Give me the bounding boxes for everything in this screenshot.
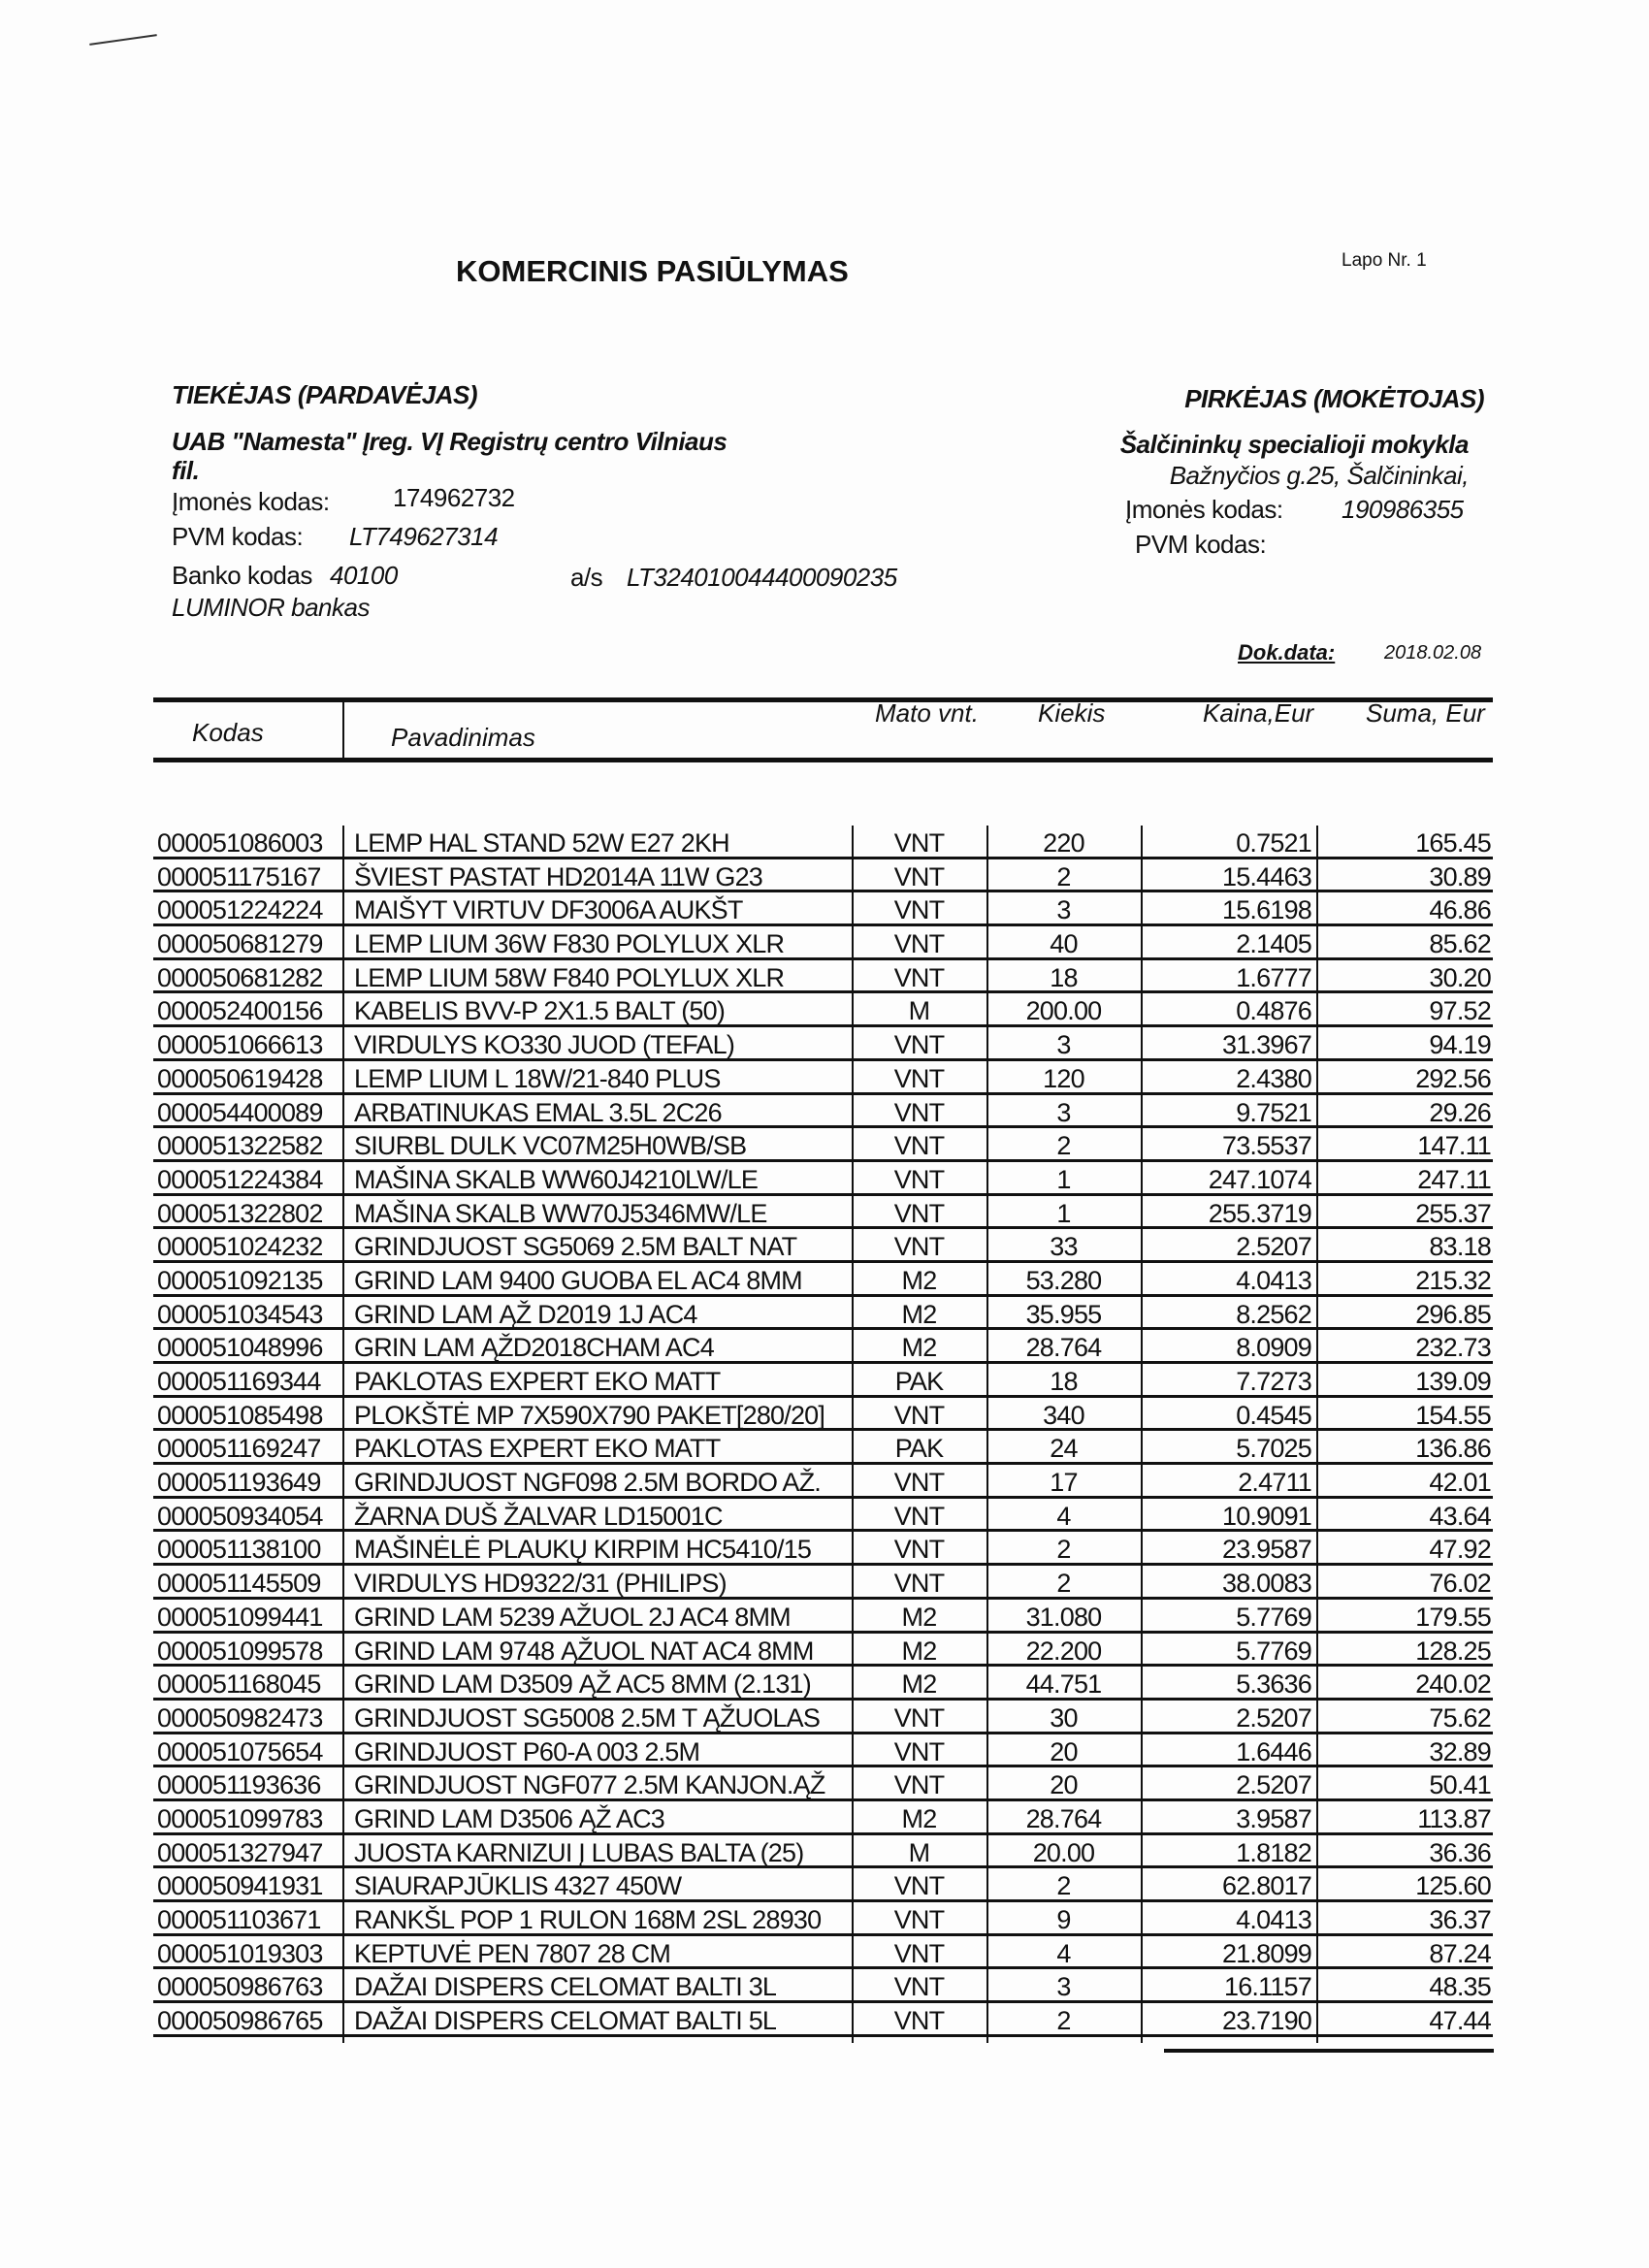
- seller-company-code: 174962732: [393, 483, 515, 512]
- item-code: 000051322582: [157, 1131, 323, 1161]
- col-header-name: Pavadinimas: [391, 723, 535, 752]
- item-quantity: 2: [1056, 2006, 1071, 2036]
- table-row: [153, 1128, 1493, 1162]
- item-price: 7.7273: [1236, 1367, 1311, 1396]
- item-price: 5.3636: [1236, 1669, 1311, 1700]
- item-code: 000051048996: [157, 1333, 323, 1363]
- item-price: 8.0909: [1236, 1333, 1311, 1363]
- item-unit: PAK: [894, 1434, 944, 1464]
- item-code: 000051138100: [157, 1535, 321, 1565]
- item-quantity: 20.00: [1032, 1837, 1095, 1867]
- table-row: [153, 1229, 1493, 1263]
- item-sum: 83.18: [1429, 1232, 1491, 1262]
- buyer-name: Šalčininkų specialioji mokykla: [1119, 430, 1469, 459]
- table-row: [153, 1263, 1493, 1297]
- table-row: [153, 1936, 1493, 1970]
- item-quantity: 28.764: [1025, 1803, 1102, 1833]
- item-name: GRIND LAM 9748 ĄŽUOL NAT AC4 8MM: [354, 1636, 814, 1666]
- table-row: [153, 993, 1493, 1027]
- table-row: [153, 926, 1493, 960]
- item-sum: 87.24: [1429, 1938, 1491, 1968]
- seller-company-code-label: Įmonės kodas:: [172, 487, 330, 516]
- item-code: 000051086003: [157, 828, 323, 858]
- table-row: [153, 1499, 1493, 1533]
- item-quantity: 17: [1050, 1468, 1078, 1498]
- item-price: 3.9587: [1236, 1803, 1311, 1833]
- item-unit: VNT: [893, 1063, 945, 1093]
- item-code: 000054400089: [157, 1097, 323, 1127]
- item-quantity: 9: [1056, 1905, 1071, 1934]
- item-price: 2.4711: [1238, 1468, 1311, 1498]
- item-price: 2.5207: [1236, 1770, 1311, 1800]
- item-sum: 48.35: [1429, 1972, 1491, 2002]
- buyer-address: Bažnyčios g.25, Šalčininkai,: [1169, 461, 1469, 490]
- item-sum: 36.36: [1429, 1837, 1491, 1867]
- item-sum: 139.09: [1415, 1367, 1491, 1396]
- item-sum: 154.55: [1415, 1400, 1491, 1430]
- item-name: GRINDJUOST P60-A 003 2.5M: [354, 1736, 700, 1766]
- item-sum: 46.86: [1429, 895, 1491, 925]
- item-quantity: 18: [1050, 962, 1078, 992]
- item-sum: 50.41: [1429, 1770, 1491, 1800]
- table-row: [153, 1532, 1493, 1566]
- seller-vat-code: LT749627314: [349, 522, 499, 551]
- item-quantity: 3: [1056, 895, 1071, 925]
- table-header: [153, 697, 1493, 762]
- item-name: SIURBL DULK VC07M25H0WB/SB: [354, 1131, 747, 1161]
- seller-heading: TIEKĖJAS (PARDAVĖJAS): [172, 380, 478, 409]
- table-row: [153, 1465, 1493, 1499]
- item-code: 000050941931: [157, 1871, 323, 1901]
- item-unit: VNT: [893, 962, 945, 992]
- table-row: [153, 1902, 1493, 1936]
- item-name: GRINDJUOST SG5008 2.5M T ĄŽUOLAS: [354, 1702, 821, 1733]
- item-sum: 247.11: [1417, 1164, 1491, 1194]
- item-unit: M2: [901, 1602, 937, 1632]
- item-sum: 255.37: [1415, 1198, 1491, 1228]
- table-row: [153, 1566, 1493, 1600]
- item-price: 15.4463: [1222, 861, 1311, 891]
- item-code: 000050681279: [157, 929, 323, 959]
- item-code: 000051175167: [157, 861, 321, 891]
- table-row: [153, 1431, 1493, 1465]
- item-price: 1.6446: [1236, 1736, 1311, 1766]
- item-code: 000051075654: [157, 1736, 323, 1766]
- total-line: [1164, 2049, 1494, 2053]
- table-row: [153, 1027, 1493, 1061]
- item-unit: VNT: [893, 1097, 945, 1127]
- item-unit: VNT: [893, 1905, 945, 1934]
- item-quantity: 2: [1056, 1131, 1071, 1161]
- item-price: 0.4545: [1236, 1400, 1311, 1430]
- item-price: 73.5537: [1222, 1131, 1311, 1161]
- item-code: 000051193636: [157, 1770, 321, 1800]
- item-price: 4.0413: [1236, 1905, 1311, 1934]
- item-unit: VNT: [893, 895, 945, 925]
- item-sum: 76.02: [1429, 1569, 1491, 1599]
- document-title: KOMERCINIS PASIŪLYMAS: [456, 254, 849, 288]
- item-sum: 30.20: [1429, 962, 1491, 992]
- item-unit: VNT: [893, 1972, 945, 2002]
- buyer-company-code: 190986355: [1342, 495, 1464, 524]
- item-quantity: 120: [1043, 1063, 1084, 1093]
- item-name: MAŠINĖLĖ PLAUKŲ KIRPIM HC5410/15: [354, 1535, 812, 1565]
- item-price: 5.7769: [1236, 1636, 1311, 1666]
- item-unit: M2: [901, 1636, 937, 1666]
- item-price: 23.9587: [1222, 1535, 1311, 1565]
- item-name: MAŠINA SKALB WW60J4210LW/LE: [354, 1164, 759, 1194]
- item-quantity: 3: [1056, 1030, 1071, 1060]
- item-sum: 30.89: [1429, 861, 1491, 891]
- item-code: 000051019303: [157, 1938, 323, 1968]
- seller-bank-name: LUMINOR bankas: [172, 593, 370, 622]
- item-name: DAŽAI DISPERS CELOMAT BALTI 5L: [354, 2006, 777, 2036]
- item-quantity: 200.00: [1025, 996, 1102, 1026]
- item-unit: M2: [901, 1265, 937, 1295]
- item-name: GRINDJUOST NGF098 2.5M BORDO AŽ.: [354, 1468, 822, 1498]
- seller-bank-code: 40100: [330, 561, 398, 590]
- seller-account-label: a/s: [570, 563, 603, 592]
- item-sum: 240.02: [1415, 1669, 1491, 1700]
- item-unit: VNT: [893, 1131, 945, 1161]
- buyer-company-code-label: Įmonės kodas:: [1125, 495, 1283, 524]
- doc-date-label: Dok.data:: [1238, 640, 1336, 664]
- col-header-sum: Suma, Eur: [1366, 698, 1485, 728]
- page-number: Lapo Nr. 1: [1342, 250, 1427, 271]
- header-divider: [342, 702, 344, 758]
- item-unit: VNT: [893, 1468, 945, 1498]
- buyer-heading: PIRKĖJAS (MOKĖTOJAS): [1184, 384, 1484, 413]
- item-name: LEMP LIUM 36W F830 POLYLUX XLR: [354, 929, 785, 959]
- item-quantity: 2: [1056, 1535, 1071, 1565]
- item-quantity: 4: [1056, 1501, 1071, 1531]
- item-sum: 94.19: [1429, 1030, 1491, 1060]
- item-name: GRIN LAM ĄŽD2018CHAM AC4: [354, 1333, 714, 1363]
- item-unit: M2: [901, 1299, 937, 1329]
- item-quantity: 53.280: [1025, 1265, 1102, 1295]
- item-unit: VNT: [893, 1535, 945, 1565]
- seller-name-cont: fil.: [172, 456, 200, 485]
- item-quantity: 340: [1043, 1400, 1084, 1430]
- item-unit: M2: [901, 1803, 937, 1833]
- table-row: [153, 1162, 1493, 1196]
- item-price: 10.9091: [1222, 1501, 1311, 1531]
- item-sum: 75.62: [1429, 1702, 1491, 1733]
- item-name: KEPTUVĖ PEN 7807 28 CM: [354, 1938, 671, 1968]
- item-quantity: 2: [1056, 1569, 1071, 1599]
- item-code: 000051085498: [157, 1400, 323, 1430]
- item-unit: VNT: [893, 1736, 945, 1766]
- table-row: [153, 1398, 1493, 1432]
- item-code: 000051169344: [157, 1367, 321, 1396]
- item-name: GRIND LAM 9400 GUOBA EL AC4 8MM: [354, 1265, 802, 1295]
- item-code: 000051034543: [157, 1299, 323, 1329]
- item-quantity: 2: [1056, 1871, 1071, 1901]
- item-name: VIRDULYS HD9322/31 (PHILIPS): [354, 1569, 727, 1599]
- table-row: [153, 1667, 1493, 1701]
- item-code: 000050681282: [157, 962, 323, 992]
- item-price: 5.7025: [1236, 1434, 1311, 1464]
- item-price: 38.0083: [1222, 1569, 1311, 1599]
- item-unit: VNT: [893, 929, 945, 959]
- item-quantity: 28.764: [1025, 1333, 1102, 1363]
- table-row: [153, 1095, 1493, 1129]
- item-name: GRIND LAM D3509 ĄŽ AC5 8MM (2.131): [354, 1669, 811, 1700]
- table-row: [153, 1196, 1493, 1230]
- item-quantity: 220: [1043, 828, 1084, 858]
- item-sum: 136.86: [1415, 1434, 1491, 1464]
- items-table: [153, 826, 1493, 2037]
- item-code: 000051099578: [157, 1636, 323, 1666]
- item-quantity: 2: [1056, 861, 1071, 891]
- item-unit: VNT: [893, 1164, 945, 1194]
- scan-mark: [89, 34, 157, 46]
- buyer-vat-label: PVM kodas:: [1135, 530, 1267, 559]
- item-quantity: 31.080: [1025, 1602, 1102, 1632]
- item-code: 000050986763: [157, 1972, 323, 2002]
- table-row: [153, 1835, 1493, 1869]
- item-quantity: 1: [1056, 1164, 1071, 1194]
- item-name: GRINDJUOST SG5069 2.5M BALT NAT: [354, 1232, 797, 1262]
- item-name: GRIND LAM D3506 ĄŽ AC3: [354, 1803, 665, 1833]
- item-name: DAŽAI DISPERS CELOMAT BALTI 3L: [354, 1972, 777, 2002]
- item-code: 000051099783: [157, 1803, 323, 1833]
- item-name: LEMP HAL STAND 52W E27 2KH: [354, 828, 729, 858]
- table-row: [153, 1364, 1493, 1398]
- table-row: [153, 1600, 1493, 1634]
- item-name: MAIŠYT VIRTUV DF3006A AUKŠT: [354, 895, 743, 925]
- item-price: 62.8017: [1222, 1871, 1311, 1901]
- item-price: 2.5207: [1236, 1232, 1311, 1262]
- item-unit: M: [908, 996, 930, 1026]
- item-price: 8.2562: [1236, 1299, 1311, 1329]
- item-code: 000051024232: [157, 1232, 323, 1262]
- table-row: [153, 1734, 1493, 1768]
- item-quantity: 4: [1056, 1938, 1071, 1968]
- item-sum: 36.37: [1429, 1905, 1491, 1934]
- item-code: 000051327947: [157, 1837, 323, 1867]
- item-sum: 85.62: [1429, 929, 1491, 959]
- item-quantity: 1: [1056, 1198, 1071, 1228]
- item-price: 5.7769: [1236, 1602, 1311, 1632]
- table-row: [153, 2003, 1493, 2037]
- table-row: [153, 1330, 1493, 1364]
- item-unit: VNT: [893, 1501, 945, 1531]
- item-sum: 29.26: [1429, 1097, 1491, 1127]
- item-code: 000051224224: [157, 895, 323, 925]
- table-row: [153, 892, 1493, 926]
- item-quantity: 18: [1050, 1367, 1078, 1396]
- item-sum: 42.01: [1429, 1468, 1491, 1498]
- item-unit: VNT: [893, 828, 945, 858]
- item-quantity: 22.200: [1025, 1636, 1102, 1666]
- item-price: 15.6198: [1222, 895, 1311, 925]
- item-sum: 125.60: [1415, 1871, 1491, 1901]
- item-unit: PAK: [894, 1367, 944, 1396]
- table-row: [153, 1868, 1493, 1902]
- item-name: KABELIS BVV-P 2X1.5 BALT (50): [354, 996, 726, 1026]
- item-price: 1.6777: [1236, 962, 1311, 992]
- col-header-code: Kodas: [192, 718, 264, 747]
- item-name: ARBATINUKAS EMAL 3.5L 2C26: [354, 1097, 722, 1127]
- item-code: 000051169247: [157, 1434, 321, 1464]
- item-price: 0.4876: [1236, 996, 1311, 1026]
- item-price: 2.4380: [1236, 1063, 1311, 1093]
- col-header-unit: Mato vnt.: [875, 698, 979, 728]
- item-sum: 147.11: [1417, 1131, 1491, 1161]
- item-code: 000050619428: [157, 1063, 323, 1093]
- table-row: [153, 1634, 1493, 1668]
- item-name: GRIND LAM ĄŽ D2019 1J AC4: [354, 1299, 697, 1329]
- item-code: 000051092135: [157, 1265, 323, 1295]
- item-sum: 97.52: [1429, 996, 1491, 1026]
- item-name: MAŠINA SKALB WW70J5346MW/LE: [354, 1198, 767, 1228]
- item-unit: VNT: [893, 1770, 945, 1800]
- item-sum: 296.85: [1415, 1299, 1491, 1329]
- item-quantity: 40: [1050, 929, 1078, 959]
- table-row: [153, 1297, 1493, 1331]
- item-name: GRIND LAM 5239 AŽUOL 2J AC4 8MM: [354, 1602, 791, 1632]
- item-price: 16.1157: [1224, 1972, 1311, 2002]
- item-code: 000051168045: [157, 1669, 321, 1700]
- item-price: 9.7521: [1236, 1097, 1311, 1127]
- item-name: GRINDJUOST NGF077 2.5M KANJON.ĄŽ: [354, 1770, 825, 1800]
- seller-bank-code-label: Banko kodas: [172, 561, 312, 590]
- item-code: 000050986765: [157, 2006, 323, 2036]
- table-row: [153, 1767, 1493, 1801]
- item-sum: 47.44: [1429, 2006, 1491, 2036]
- item-name: JUOSTA KARNIZUI Į LUBAS BALTA (25): [354, 1837, 804, 1867]
- item-unit: VNT: [893, 1400, 945, 1430]
- item-price: 247.1074: [1208, 1164, 1311, 1194]
- item-quantity: 3: [1056, 1972, 1071, 2002]
- item-quantity: 33: [1050, 1232, 1078, 1262]
- item-price: 0.7521: [1236, 828, 1311, 858]
- item-name: ŠVIEST PASTAT HD2014A 11W G23: [354, 861, 762, 891]
- table-row: [153, 859, 1493, 893]
- table-row: [153, 1801, 1493, 1835]
- item-quantity: 30: [1050, 1702, 1078, 1733]
- item-unit: VNT: [893, 1232, 945, 1262]
- item-sum: 292.56: [1415, 1063, 1491, 1093]
- table-row: [153, 1969, 1493, 2003]
- item-sum: 32.89: [1429, 1736, 1491, 1766]
- item-unit: M2: [901, 1333, 937, 1363]
- item-quantity: 20: [1050, 1736, 1078, 1766]
- item-quantity: 24: [1050, 1434, 1078, 1464]
- item-code: 000051145509: [157, 1569, 321, 1599]
- doc-date: 2018.02.08: [1384, 642, 1482, 664]
- item-sum: 165.45: [1415, 828, 1491, 858]
- item-unit: VNT: [893, 1569, 945, 1599]
- item-name: LEMP LIUM L 18W/21-840 PLUS: [354, 1063, 721, 1093]
- item-sum: 43.64: [1429, 1501, 1491, 1531]
- item-name: PAKLOTAS EXPERT EKO MATT: [354, 1367, 721, 1396]
- item-price: 23.7190: [1222, 2006, 1311, 2036]
- item-sum: 215.32: [1415, 1265, 1491, 1295]
- item-code: 000050934054: [157, 1501, 323, 1531]
- item-name: RANKŠL POP 1 RULON 168M 2SL 28930: [354, 1905, 822, 1934]
- item-unit: M: [908, 1837, 930, 1867]
- item-price: 2.5207: [1236, 1702, 1311, 1733]
- table-row: [153, 1061, 1493, 1095]
- col-header-price: Kaina,Eur: [1203, 698, 1314, 728]
- table-row: [153, 1701, 1493, 1734]
- item-unit: VNT: [893, 1938, 945, 1968]
- item-name: PAKLOTAS EXPERT EKO MATT: [354, 1434, 721, 1464]
- item-code: 000051099441: [157, 1602, 323, 1632]
- item-unit: M2: [901, 1669, 937, 1700]
- item-unit: VNT: [893, 1871, 945, 1901]
- table-row: [153, 960, 1493, 994]
- item-code: 000051066613: [157, 1030, 323, 1060]
- item-unit: VNT: [893, 2006, 945, 2036]
- col-header-qty: Kiekis: [1038, 698, 1106, 728]
- item-price: 255.3719: [1208, 1198, 1311, 1228]
- item-name: LEMP LIUM 58W F840 POLYLUX XLR: [354, 962, 785, 992]
- seller-account: LT324010044400090235: [627, 563, 897, 592]
- seller-name: UAB "Namesta" Įreg. VĮ Registrų centro Vilniaus: [172, 427, 728, 456]
- item-quantity: 44.751: [1025, 1669, 1102, 1700]
- item-code: 000051103671: [157, 1905, 321, 1934]
- item-code: 000051322802: [157, 1198, 323, 1228]
- item-sum: 179.55: [1415, 1602, 1491, 1632]
- item-sum: 232.73: [1415, 1333, 1491, 1363]
- item-price: 4.0413: [1236, 1265, 1311, 1295]
- item-quantity: 20: [1050, 1770, 1078, 1800]
- item-unit: VNT: [893, 1702, 945, 1733]
- item-code: 000052400156: [157, 996, 323, 1026]
- item-unit: VNT: [893, 861, 945, 891]
- item-price: 21.8099: [1222, 1938, 1311, 1968]
- item-unit: VNT: [893, 1198, 945, 1228]
- item-name: ŽARNA DUŠ ŽALVAR LD15001C: [354, 1501, 723, 1531]
- item-name: SIAURAPJŪKLIS 4327 450W: [354, 1871, 682, 1901]
- item-code: 000050982473: [157, 1702, 323, 1733]
- item-sum: 128.25: [1415, 1636, 1491, 1666]
- item-quantity: 3: [1056, 1097, 1071, 1127]
- item-code: 000051193649: [157, 1468, 321, 1498]
- item-price: 31.3967: [1222, 1030, 1311, 1060]
- item-price: 1.8182: [1236, 1837, 1311, 1867]
- seller-vat-label: PVM kodas:: [172, 522, 304, 551]
- item-sum: 113.87: [1417, 1803, 1491, 1833]
- item-code: 000051224384: [157, 1164, 323, 1194]
- item-sum: 47.92: [1429, 1535, 1491, 1565]
- item-unit: VNT: [893, 1030, 945, 1060]
- table-row: [153, 826, 1493, 859]
- item-name: VIRDULYS KO330 JUOD (TEFAL): [354, 1030, 735, 1060]
- item-price: 2.1405: [1236, 929, 1311, 959]
- item-quantity: 35.955: [1025, 1299, 1102, 1329]
- item-name: PLOKŠTĖ MP 7X590X790 PAKET[280/20]: [354, 1400, 825, 1430]
